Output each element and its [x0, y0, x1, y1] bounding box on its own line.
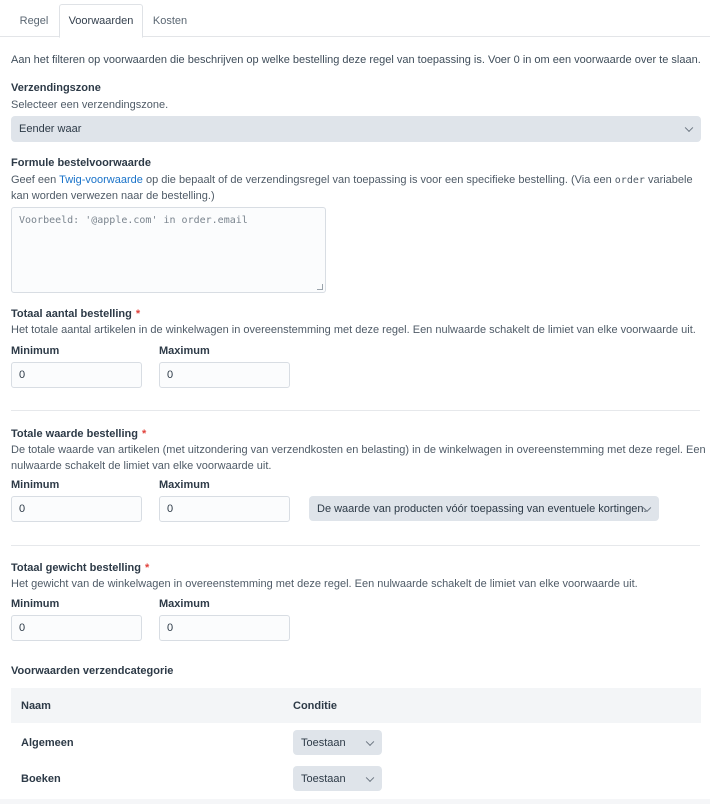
- formula-textarea[interactable]: [11, 207, 326, 293]
- formula-desc: [11, 174, 693, 186]
- weight-label-text: Totaal gewicht bestelling: [11, 562, 141, 574]
- zone-select[interactable]: [11, 116, 701, 142]
- resize-handle-icon[interactable]: [317, 284, 323, 290]
- formula-desc-line2: kan worden verwezen naar de bestelling.): [11, 190, 215, 202]
- divider: [11, 545, 700, 546]
- category-condition-value: Toestaan: [301, 772, 346, 785]
- total-min-input[interactable]: 0: [11, 496, 142, 522]
- twig-link[interactable]: Twig-voorwaarde: [59, 174, 143, 186]
- categories-label: Voorwaarden verzendcategorie: [11, 665, 174, 677]
- tab-kosten[interactable]: Kosten: [152, 14, 188, 27]
- tab-bar: [0, 0, 710, 37]
- quantity-label: [11, 308, 140, 320]
- total-min-label: Minimum: [11, 479, 60, 491]
- required-marker: *: [144, 562, 150, 574]
- formula-desc-before: Geef een: [11, 174, 60, 186]
- required-marker: *: [135, 308, 141, 320]
- intro-text: Aan het filteren op voorwaarden die beschrijven op welke bestelling deze regel van toepassing is. Voer 0 in om een voorwaarde over te slaan.: [11, 54, 701, 66]
- total-max-label: Maximum: [159, 479, 210, 491]
- weight-label: [11, 562, 149, 574]
- chevron-down-icon: [685, 124, 693, 132]
- category-name: Boeken: [21, 773, 61, 785]
- tab-regel[interactable]: Regel: [19, 14, 49, 27]
- quantity-max-input[interactable]: 0: [159, 362, 290, 388]
- divider: [11, 410, 700, 411]
- total-basis-select[interactable]: [309, 496, 659, 521]
- quantity-desc: Het totale aantal artikelen in de winkelwagen in overeenstemming met deze regel. Een nulwaarde schakelt de limiet van elke voorwaarde uit.: [11, 324, 696, 336]
- table-header: [11, 688, 701, 723]
- chevron-down-icon: [366, 773, 374, 781]
- category-condition-value: Toestaan: [301, 736, 346, 749]
- total-max-input[interactable]: 0: [159, 496, 290, 522]
- quantity-min-input[interactable]: 0: [11, 362, 142, 388]
- weight-min-label: Minimum: [11, 598, 60, 610]
- total-desc-line2: nulwaarde schakelt de limiet van elke voorwaarde uit.: [11, 460, 272, 472]
- required-marker: *: [141, 428, 147, 440]
- chevron-down-icon: [366, 737, 374, 745]
- weight-desc: Het gewicht van de winkelwagen in overeenstemming met deze regel. Een nulwaarde schakelt de limiet van elke voorwaarde uit.: [11, 578, 638, 590]
- weight-min-input[interactable]: 0: [11, 615, 142, 641]
- total-label: [11, 428, 146, 440]
- formula-label: Formule bestelvoorwaarde: [11, 157, 151, 169]
- category-condition-select[interactable]: [293, 730, 382, 755]
- zone-label: Verzendingszone: [11, 82, 101, 94]
- quantity-min-label: Minimum: [11, 345, 60, 357]
- total-label-text: Totale waarde bestelling: [11, 428, 138, 440]
- total-basis-value: De waarde van producten vóór toepassing van eventuele kortingen.: [317, 502, 647, 515]
- formula-desc-after: variabele: [644, 174, 693, 186]
- category-name: Algemeen: [21, 737, 74, 749]
- quantity-label-text: Totaal aantal bestelling: [11, 308, 132, 320]
- column-header-conditie: Conditie: [293, 700, 337, 712]
- formula-placeholder: Voorbeeld: '@apple.com' in order.email: [19, 215, 248, 226]
- total-desc: De totale waarde van artikelen (met uitzondering van verzendkosten en belasting) in de winkelwagen in overeenstemming met deze regel. Een: [11, 444, 706, 456]
- weight-max-input[interactable]: 0: [159, 615, 290, 641]
- order-code: order: [614, 175, 645, 186]
- weight-max-label: Maximum: [159, 598, 210, 610]
- bottom-edge: [0, 799, 710, 804]
- zone-select-value: Eender waar: [19, 123, 82, 135]
- quantity-max-label: Maximum: [159, 345, 210, 357]
- column-header-naam: Naam: [21, 700, 51, 712]
- tab-voorwaarden[interactable]: Voorwaarden: [59, 4, 143, 38]
- category-condition-select[interactable]: [293, 766, 382, 791]
- zone-desc: Selecteer een verzendingszone.: [11, 99, 169, 111]
- formula-desc-middle: op die bepaalt of de verzendingsregel van toepassing is voor een specifieke bestelling. (Via een: [142, 174, 615, 186]
